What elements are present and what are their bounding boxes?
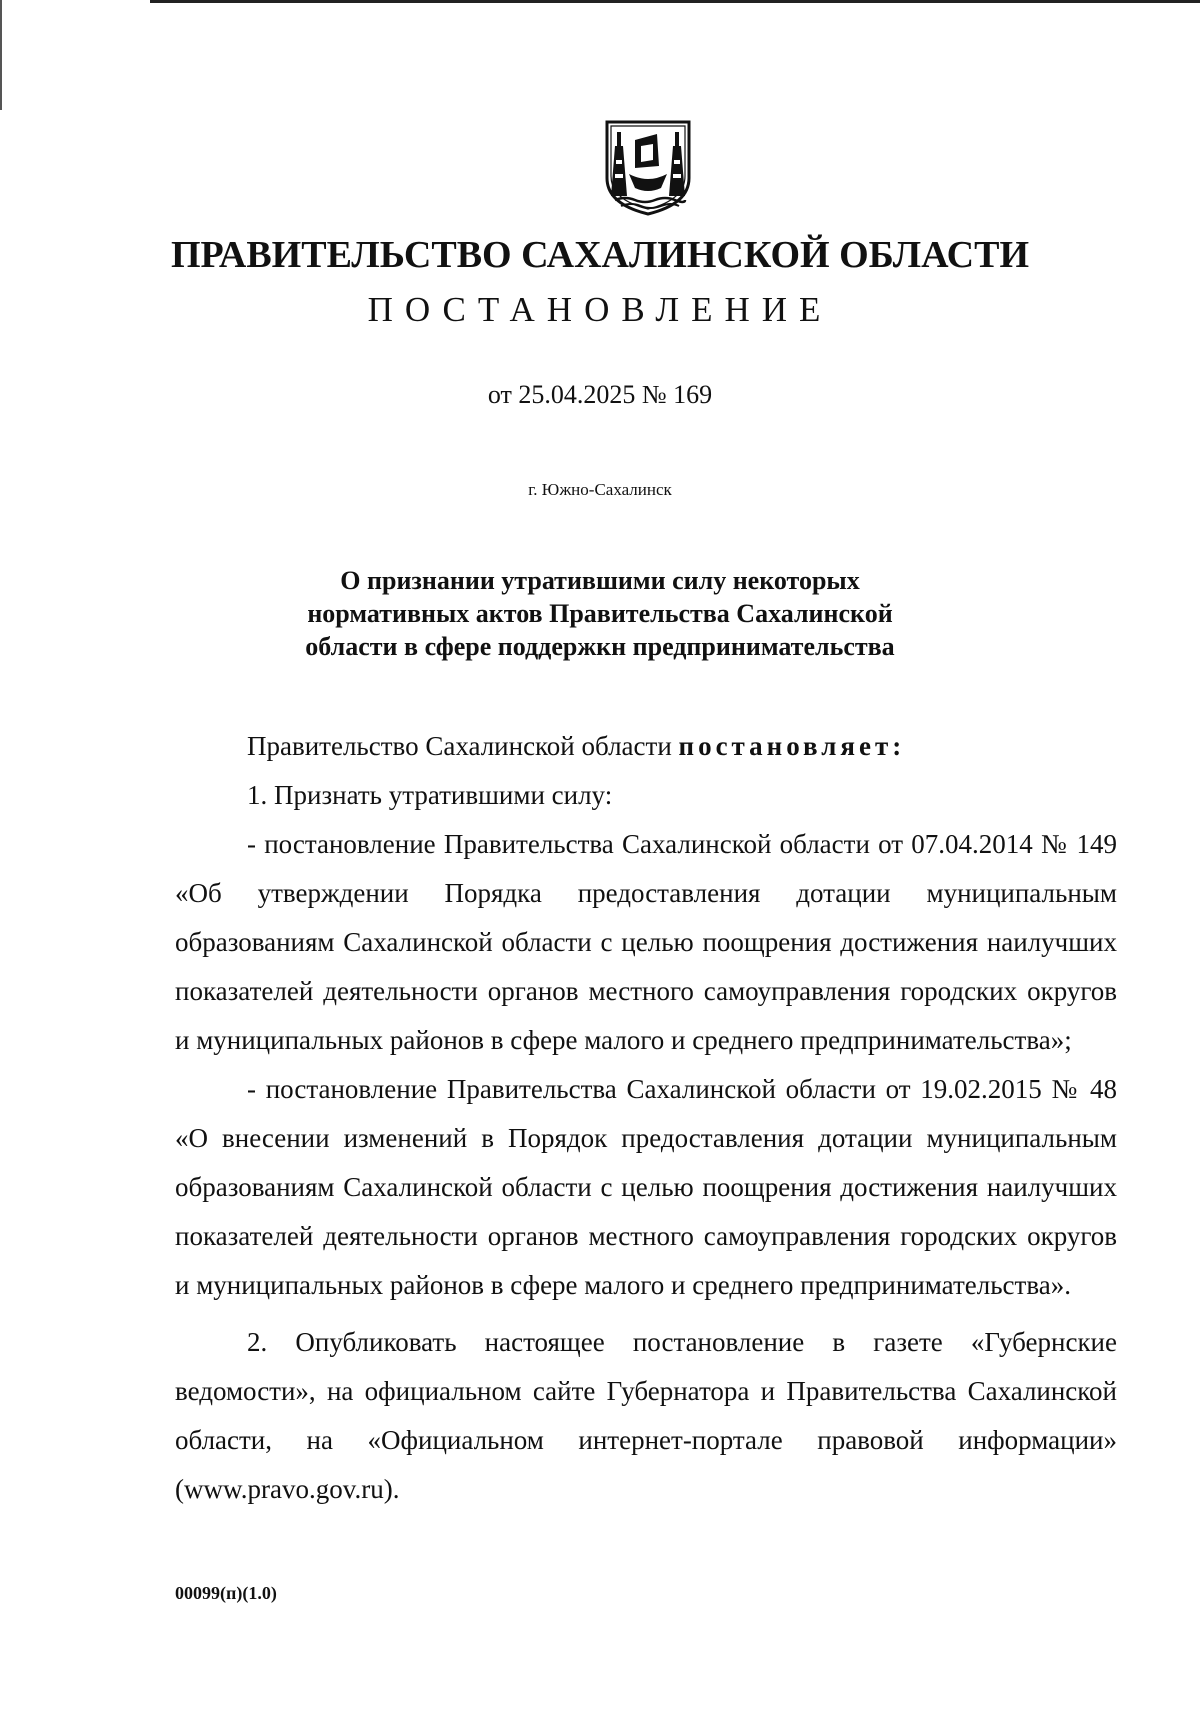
item-1b-paragraph: - постановление Правительства Сахалинской области от 19.02.2015 № 48 «О внесении изменений в Порядок предоставления дотации муниципальным образованиям Сахалинской области с целью поощрения достижения наилучших показателей деятельности органов местного самоуправления городских округов и муниципальных районов в сфере малого и среднего предпринимательства». xyxy=(175,1074,1117,1300)
subject-line: области в сфере поддержкн предпринимательства xyxy=(305,632,895,661)
document-type: ПОСТАНОВЛЕНИЕ xyxy=(367,290,833,329)
scan-edge-top xyxy=(150,0,1200,3)
document-subject xyxy=(250,564,950,663)
item-1a-paragraph: - постановление Правительства Сахалинской области от 07.04.2014 № 149 «Об утверждении Порядка предоставления дотации муниципальным образованиям Сахалинской области с целью поощрения достижения наилучших показателей деятельности органов местного самоуправления городских округов и муниципальных районов в сфере малого и среднего предпринимательства»; xyxy=(175,829,1117,1055)
item-1-paragraph: 1. Признать утратившими силу: xyxy=(247,780,613,810)
subject-line: нормативных актов Правительства Сахалинской xyxy=(307,599,893,628)
document-city: г. Южно-Сахалинск xyxy=(528,480,672,499)
item-2-paragraph: 2. Опубликовать настоящее постановление в газете «Губернские ведомости», на официальном сайте Губернатора и Правительства Сахалинской области, на «Официальном интернет-портале правовой информации» (www.pravo.gov.ru). xyxy=(175,1327,1117,1504)
document-date-number: от 25.04.2025 № 169 xyxy=(487,380,713,409)
preamble-text: Правительство Сахалинской области xyxy=(247,731,679,761)
form-code: 00099(п)(1.0) xyxy=(175,1583,277,1603)
subject-line: О признании утратившими силу некоторых xyxy=(340,566,860,595)
document-body xyxy=(175,722,1117,1514)
scan-edge-left xyxy=(0,0,2,110)
organization-title: ПРАВИТЕЛЬСТВО САХАЛИНСКОЙ ОБЛАСТИ xyxy=(170,234,1030,276)
preamble-action: постановляет: xyxy=(678,731,906,761)
preamble-paragraph xyxy=(175,722,1117,771)
sakhalin-coat-of-arms-icon xyxy=(601,118,695,218)
